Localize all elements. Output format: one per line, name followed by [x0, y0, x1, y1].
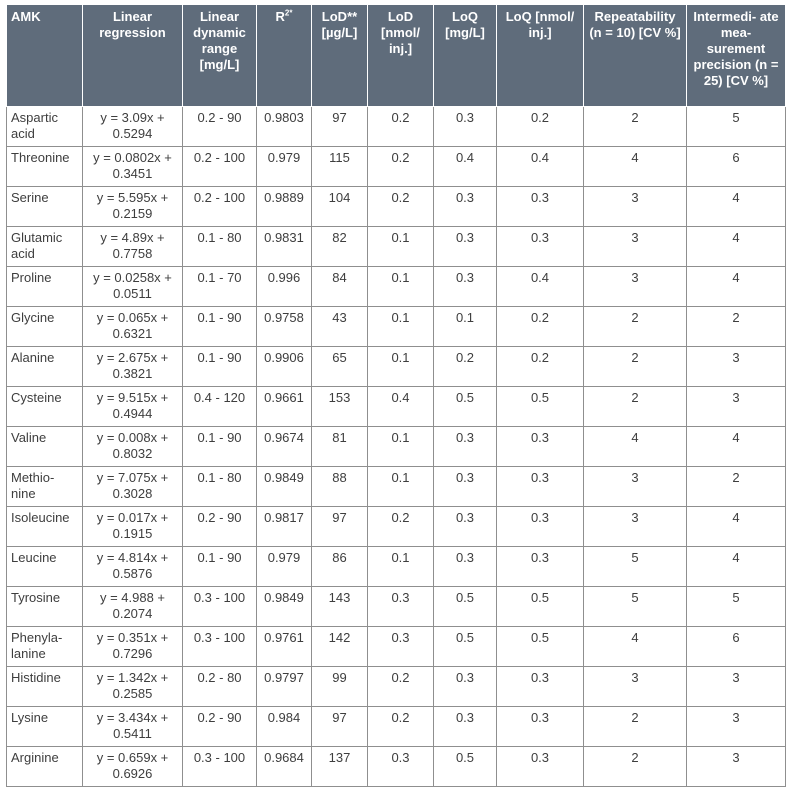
table-row [7, 187, 786, 227]
cell-lod-ug: 115 [312, 147, 368, 187]
cell-intermediate-precision: 5 [687, 587, 786, 627]
header-loq-nmol: LoQ [nmol/ inj.] [497, 5, 584, 107]
cell-loq-nmol: 0.2 [497, 107, 584, 147]
cell-linear-regression: y = 0.0258x + 0.0511 [83, 267, 183, 307]
cell-lod-nmol: 0.2 [368, 107, 434, 147]
cell-amino-acid: Tyrosine [7, 587, 83, 627]
cell-r2: 0.9758 [257, 307, 312, 347]
cell-repeatability: 3 [584, 267, 687, 307]
cell-loq-nmol: 0.3 [497, 467, 584, 507]
cell-linear-dynamic-range: 0.2 - 100 [183, 147, 257, 187]
cell-lod-nmol: 0.1 [368, 307, 434, 347]
cell-linear-dynamic-range: 0.2 - 100 [183, 187, 257, 227]
header-repeatability: Repeatability (n = 10) [CV %] [584, 5, 687, 107]
cell-lod-ug: 97 [312, 507, 368, 547]
cell-linear-dynamic-range: 0.3 - 100 [183, 747, 257, 787]
cell-r2: 0.9674 [257, 427, 312, 467]
table-row [7, 107, 786, 147]
cell-lod-ug: 97 [312, 107, 368, 147]
cell-amino-acid: Lysine [7, 707, 83, 747]
cell-lod-ug: 99 [312, 667, 368, 707]
cell-linear-regression: y = 9.515x + 0.4944 [83, 387, 183, 427]
table-row [7, 467, 786, 507]
cell-linear-dynamic-range: 0.1 - 70 [183, 267, 257, 307]
cell-amino-acid: Valine [7, 427, 83, 467]
validation-table [6, 4, 786, 787]
cell-linear-regression: y = 5.595x + 0.2159 [83, 187, 183, 227]
cell-amino-acid: Arginine [7, 747, 83, 787]
cell-r2: 0.984 [257, 707, 312, 747]
cell-amino-acid: Methio- nine [7, 467, 83, 507]
cell-linear-regression: y = 4.988 + 0.2074 [83, 587, 183, 627]
cell-lod-nmol: 0.2 [368, 667, 434, 707]
table-row [7, 627, 786, 667]
table-row [7, 707, 786, 747]
cell-amino-acid: Alanine [7, 347, 83, 387]
cell-r2: 0.9831 [257, 227, 312, 267]
cell-intermediate-precision: 4 [687, 427, 786, 467]
cell-loq-nmol: 0.2 [497, 347, 584, 387]
cell-r2: 0.9761 [257, 627, 312, 667]
cell-loq-mg: 0.3 [434, 467, 497, 507]
header-amk: AMK [7, 5, 83, 107]
cell-intermediate-precision: 3 [687, 347, 786, 387]
cell-r2: 0.9849 [257, 467, 312, 507]
header-r2 [257, 5, 312, 107]
cell-amino-acid: Isoleucine [7, 507, 83, 547]
cell-repeatability: 2 [584, 307, 687, 347]
table-row [7, 747, 786, 787]
cell-repeatability: 2 [584, 347, 687, 387]
cell-intermediate-precision: 2 [687, 307, 786, 347]
cell-lod-nmol: 0.1 [368, 427, 434, 467]
cell-linear-regression: y = 0.008x + 0.8032 [83, 427, 183, 467]
cell-linear-regression: y = 7.075x + 0.3028 [83, 467, 183, 507]
cell-loq-mg: 0.5 [434, 587, 497, 627]
table-row [7, 147, 786, 187]
cell-loq-mg: 0.1 [434, 307, 497, 347]
cell-lod-nmol: 0.1 [368, 227, 434, 267]
cell-repeatability: 4 [584, 427, 687, 467]
cell-linear-regression: y = 0.017x + 0.1915 [83, 507, 183, 547]
cell-loq-mg: 0.4 [434, 147, 497, 187]
cell-linear-dynamic-range: 0.3 - 100 [183, 587, 257, 627]
cell-linear-regression: y = 0.0802x + 0.3451 [83, 147, 183, 187]
cell-intermediate-precision: 4 [687, 507, 786, 547]
cell-lod-ug: 86 [312, 547, 368, 587]
cell-loq-nmol: 0.3 [497, 547, 584, 587]
cell-loq-mg: 0.3 [434, 107, 497, 147]
cell-repeatability: 3 [584, 667, 687, 707]
cell-r2: 0.9906 [257, 347, 312, 387]
cell-r2: 0.9889 [257, 187, 312, 227]
cell-lod-nmol: 0.1 [368, 467, 434, 507]
cell-loq-mg: 0.3 [434, 267, 497, 307]
cell-lod-ug: 84 [312, 267, 368, 307]
header-intermediate-precision: Intermedi- ate mea- surement precision (n = 25) [CV %] [687, 5, 786, 107]
cell-r2: 0.9803 [257, 107, 312, 147]
cell-intermediate-precision: 2 [687, 467, 786, 507]
cell-linear-dynamic-range: 0.1 - 80 [183, 227, 257, 267]
cell-linear-dynamic-range: 0.1 - 80 [183, 467, 257, 507]
header-r2-superscript: 2* [284, 8, 293, 18]
cell-lod-ug: 104 [312, 187, 368, 227]
header-loq-mg: LoQ [mg/L] [434, 5, 497, 107]
cell-loq-nmol: 0.3 [497, 187, 584, 227]
header-lod-nmol: LoD [nmol/ inj.] [368, 5, 434, 107]
cell-loq-mg: 0.3 [434, 507, 497, 547]
cell-lod-nmol: 0.1 [368, 347, 434, 387]
cell-repeatability: 3 [584, 507, 687, 547]
table-row [7, 307, 786, 347]
cell-lod-nmol: 0.2 [368, 507, 434, 547]
cell-r2: 0.9797 [257, 667, 312, 707]
table-row [7, 387, 786, 427]
cell-loq-mg: 0.5 [434, 387, 497, 427]
cell-loq-nmol: 0.3 [497, 427, 584, 467]
table-body [7, 107, 786, 787]
cell-intermediate-precision: 6 [687, 147, 786, 187]
cell-intermediate-precision: 6 [687, 627, 786, 667]
cell-repeatability: 3 [584, 467, 687, 507]
header-r2-symbol: R [275, 9, 285, 24]
cell-lod-ug: 82 [312, 227, 368, 267]
cell-repeatability: 2 [584, 107, 687, 147]
cell-linear-regression: y = 4.89x + 0.7758 [83, 227, 183, 267]
cell-amino-acid: Histidine [7, 667, 83, 707]
cell-intermediate-precision: 3 [687, 667, 786, 707]
cell-lod-nmol: 0.2 [368, 147, 434, 187]
cell-lod-ug: 43 [312, 307, 368, 347]
cell-linear-dynamic-range: 0.1 - 90 [183, 307, 257, 347]
cell-loq-nmol: 0.5 [497, 627, 584, 667]
cell-linear-regression: y = 4.814x + 0.5876 [83, 547, 183, 587]
cell-linear-regression: y = 3.434x + 0.5411 [83, 707, 183, 747]
cell-lod-ug: 88 [312, 467, 368, 507]
cell-loq-nmol: 0.3 [497, 667, 584, 707]
cell-linear-dynamic-range: 0.1 - 90 [183, 427, 257, 467]
cell-loq-nmol: 0.3 [497, 707, 584, 747]
cell-repeatability: 2 [584, 747, 687, 787]
cell-loq-nmol: 0.3 [497, 747, 584, 787]
cell-lod-ug: 143 [312, 587, 368, 627]
cell-intermediate-precision: 5 [687, 107, 786, 147]
cell-loq-mg: 0.3 [434, 427, 497, 467]
cell-linear-regression: y = 1.342x + 0.2585 [83, 667, 183, 707]
cell-lod-nmol: 0.3 [368, 627, 434, 667]
cell-linear-dynamic-range: 0.2 - 90 [183, 707, 257, 747]
cell-linear-regression: y = 0.351x + 0.7296 [83, 627, 183, 667]
cell-loq-mg: 0.3 [434, 187, 497, 227]
cell-lod-ug: 97 [312, 707, 368, 747]
cell-loq-mg: 0.3 [434, 667, 497, 707]
cell-repeatability: 2 [584, 707, 687, 747]
cell-loq-mg: 0.3 [434, 227, 497, 267]
cell-amino-acid: Leucine [7, 547, 83, 587]
cell-linear-dynamic-range: 0.2 - 90 [183, 507, 257, 547]
cell-lod-ug: 137 [312, 747, 368, 787]
cell-lod-ug: 153 [312, 387, 368, 427]
cell-loq-nmol: 0.4 [497, 267, 584, 307]
cell-repeatability: 3 [584, 187, 687, 227]
cell-lod-nmol: 0.2 [368, 707, 434, 747]
cell-lod-nmol: 0.3 [368, 747, 434, 787]
table-row [7, 507, 786, 547]
cell-linear-regression: y = 2.675x + 0.3821 [83, 347, 183, 387]
cell-lod-ug: 142 [312, 627, 368, 667]
cell-linear-dynamic-range: 0.3 - 100 [183, 627, 257, 667]
table-row [7, 547, 786, 587]
cell-amino-acid: Phenyla- lanine [7, 627, 83, 667]
cell-amino-acid: Threonine [7, 147, 83, 187]
cell-linear-dynamic-range: 0.4 - 120 [183, 387, 257, 427]
cell-linear-dynamic-range: 0.2 - 90 [183, 107, 257, 147]
cell-loq-mg: 0.5 [434, 747, 497, 787]
cell-r2: 0.9684 [257, 747, 312, 787]
cell-lod-ug: 81 [312, 427, 368, 467]
cell-r2: 0.996 [257, 267, 312, 307]
table-row [7, 587, 786, 627]
cell-intermediate-precision: 4 [687, 227, 786, 267]
cell-intermediate-precision: 3 [687, 747, 786, 787]
table-row [7, 427, 786, 467]
cell-loq-mg: 0.3 [434, 547, 497, 587]
cell-linear-regression: y = 0.065x + 0.6321 [83, 307, 183, 347]
cell-r2: 0.9817 [257, 507, 312, 547]
cell-amino-acid: Cysteine [7, 387, 83, 427]
cell-r2: 0.9661 [257, 387, 312, 427]
cell-lod-nmol: 0.4 [368, 387, 434, 427]
cell-loq-mg: 0.2 [434, 347, 497, 387]
cell-repeatability: 2 [584, 387, 687, 427]
cell-loq-nmol: 0.3 [497, 507, 584, 547]
cell-lod-nmol: 0.3 [368, 587, 434, 627]
cell-lod-nmol: 0.1 [368, 547, 434, 587]
cell-loq-mg: 0.3 [434, 707, 497, 747]
cell-amino-acid: Aspartic acid [7, 107, 83, 147]
header-linear-dynamic-range: Linear dynamic range [mg/L] [183, 5, 257, 107]
cell-repeatability: 5 [584, 587, 687, 627]
cell-intermediate-precision: 3 [687, 387, 786, 427]
cell-linear-dynamic-range: 0.1 - 90 [183, 547, 257, 587]
cell-r2: 0.979 [257, 547, 312, 587]
cell-linear-regression: y = 3.09x + 0.5294 [83, 107, 183, 147]
cell-repeatability: 4 [584, 627, 687, 667]
header-linear-regression: Linear regression [83, 5, 183, 107]
cell-repeatability: 4 [584, 147, 687, 187]
cell-r2: 0.9849 [257, 587, 312, 627]
cell-amino-acid: Glycine [7, 307, 83, 347]
cell-r2: 0.979 [257, 147, 312, 187]
cell-lod-nmol: 0.1 [368, 267, 434, 307]
cell-loq-mg: 0.5 [434, 627, 497, 667]
cell-lod-nmol: 0.2 [368, 187, 434, 227]
cell-intermediate-precision: 4 [687, 187, 786, 227]
header-row [7, 5, 786, 107]
cell-linear-dynamic-range: 0.1 - 90 [183, 347, 257, 387]
cell-intermediate-precision: 4 [687, 267, 786, 307]
cell-loq-nmol: 0.5 [497, 387, 584, 427]
cell-lod-ug: 65 [312, 347, 368, 387]
cell-repeatability: 3 [584, 227, 687, 267]
header-lod-ug: LoD** [µg/L] [312, 5, 368, 107]
cell-loq-nmol: 0.3 [497, 227, 584, 267]
cell-amino-acid: Serine [7, 187, 83, 227]
cell-amino-acid: Proline [7, 267, 83, 307]
table-row [7, 347, 786, 387]
table-row [7, 667, 786, 707]
cell-intermediate-precision: 3 [687, 707, 786, 747]
cell-intermediate-precision: 4 [687, 547, 786, 587]
cell-amino-acid: Glutamic acid [7, 227, 83, 267]
cell-loq-nmol: 0.4 [497, 147, 584, 187]
table-row [7, 267, 786, 307]
cell-loq-nmol: 0.5 [497, 587, 584, 627]
cell-linear-regression: y = 0.659x + 0.6926 [83, 747, 183, 787]
table-row [7, 227, 786, 267]
cell-loq-nmol: 0.2 [497, 307, 584, 347]
cell-linear-dynamic-range: 0.2 - 80 [183, 667, 257, 707]
cell-repeatability: 5 [584, 547, 687, 587]
